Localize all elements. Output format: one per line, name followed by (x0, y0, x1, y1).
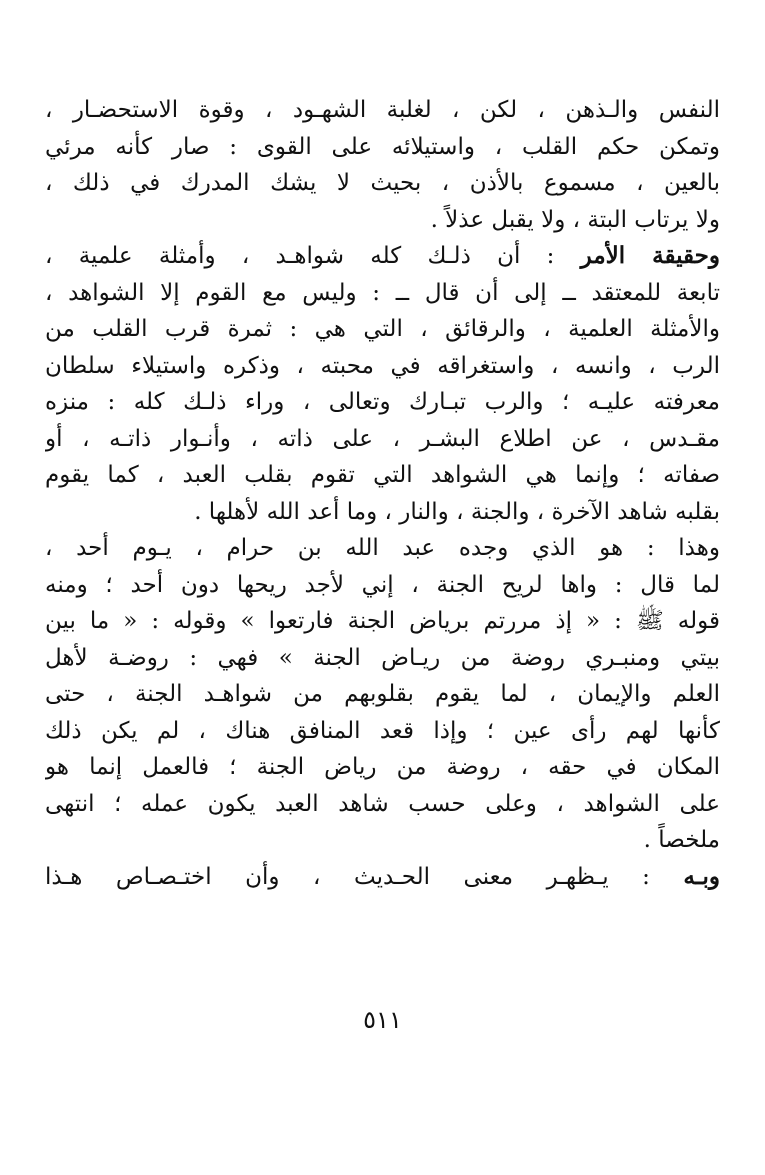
text-line (45, 238, 720, 275)
text-line: معرفته عليـه ؛ والرب تبـارك وتعالى ، وراء ذلـك كله : منزه (45, 389, 720, 415)
paragraph-1 (45, 92, 720, 238)
text-line: بقلبه شاهد الآخرة ، والجنة ، والنار ، وما أعد الله لأهلها . (194, 498, 720, 525)
text-line: وتمكن حكم القلب ، واستيلائه على القوى : صار كأنه مرئي (45, 133, 720, 160)
text-line: ولا يرتاب البتة ، ولا يقبل عذلاً . (430, 206, 720, 233)
page-number: ٥١١ (363, 1006, 402, 1034)
text-line-rest: : أن ذلـك كله شواهـد ، وأمثلة علمية ، (45, 243, 581, 269)
text-line: مقـدس ، عن اطلاع البشـر ، على ذاته ، وأنـوار ذاتـه ، أو (45, 425, 720, 452)
text-line: على الشواهد ، وعلى حسب شاهد العبد يكون عمله ؛ انتهى (45, 790, 720, 817)
text-line (45, 859, 720, 896)
text-line: لما قال : واها لريح الجنة ، إني لأجد ريحها دون أحد ؛ ومنه (45, 571, 720, 598)
paragraph-2 (45, 238, 720, 530)
text-line: كأنها لهم رأى عين ؛ وإذا قعد المنافق هناك ، لم يكن ذلك (45, 717, 720, 744)
paragraph-4 (45, 859, 720, 896)
text-line: النفس والـذهن ، لكن ، لغلبة الشهـود ، وقوة الاستحضـار ، (45, 97, 720, 123)
text-line: بيتي ومنبـري روضة من ريـاض الجنة » فهي : روضـة لأهل (45, 644, 720, 671)
text-line: تابعة للمعتقد ــ إلى أن قال ــ : وليس مع القوم إلا الشواهد ، (45, 279, 720, 306)
text-line: وهذا : هو الذي وجده عبد الله بن حرام ، يـوم أحد ، (45, 535, 720, 561)
text-line: العلم والإيمان ، لما يقوم بقلوبهم من شواهـد الجنة ، حتى (45, 681, 720, 707)
text-line: الرب ، وانسه ، واستغراقه في محبته ، وذكره واستيلاء سلطان (45, 352, 720, 379)
paragraph-3 (45, 530, 720, 859)
body-text (45, 92, 720, 895)
paragraph-lead: وحقيقة الأمر (580, 242, 720, 269)
text-line: قوله ﷺ : « إذ مررتم برياض الجنة فارتعوا » وقوله : « ما بين (45, 608, 720, 634)
text-line: المكان في حقه ، روضة من رياض الجنة ؛ فالعمل إنما هو (45, 754, 720, 780)
text-line-rest: : يـظهـر معنى الحـديث ، وأن اختـصـاص هـذا (45, 863, 684, 890)
text-line: صفاته ؛ وإنما هي الشواهد التي تقوم بقلب العبد ، كما يقوم (45, 462, 720, 488)
text-line: والأمثلة العلمية ، والرقائق ، التي هي : ثمرة قرب القلب من (45, 316, 720, 342)
text-line: بالعين ، مسموع بالأذن ، بحيث لا يشك المدرك في ذلك ، (45, 170, 720, 196)
text-line: ملخصاً . (643, 827, 720, 853)
paragraph-lead: وبـه (683, 862, 720, 890)
